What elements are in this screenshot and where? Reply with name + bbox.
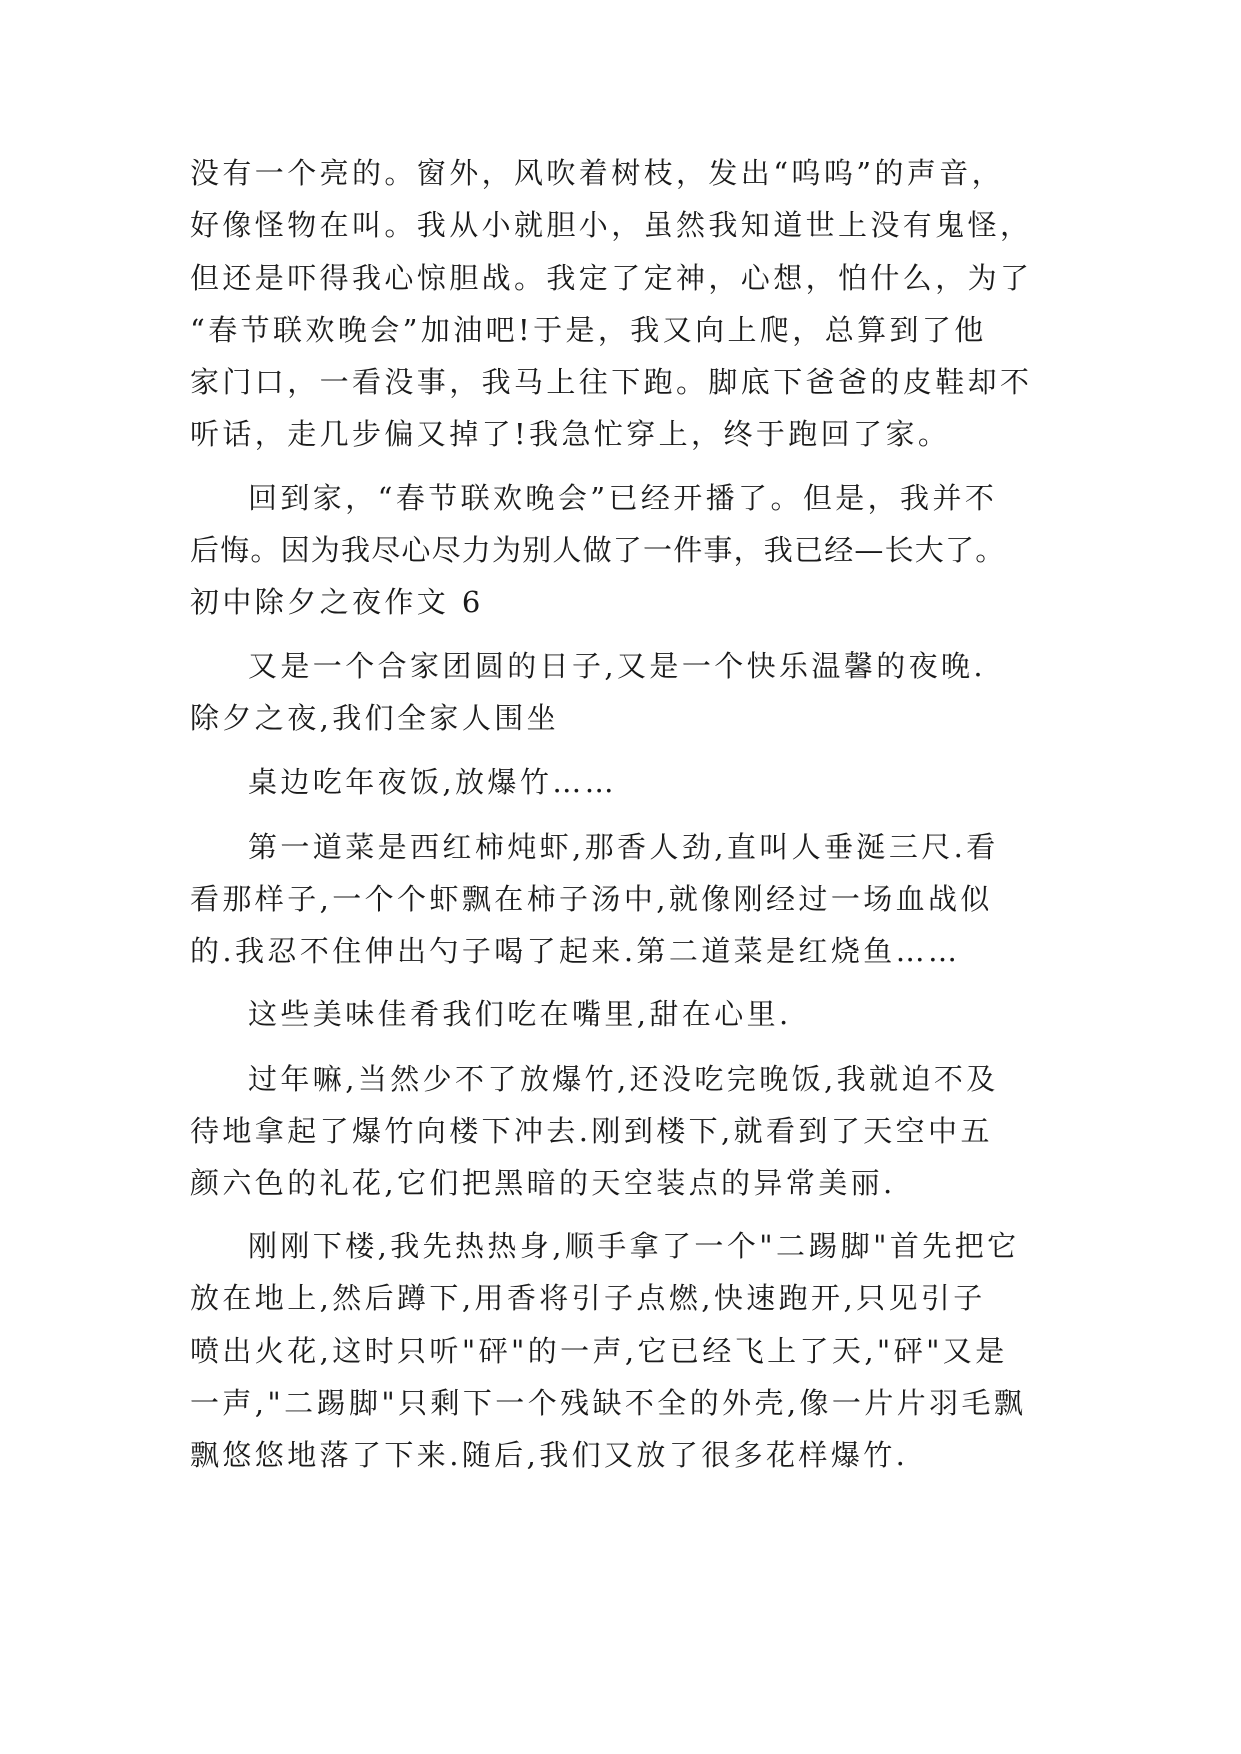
section-heading: 初中除夕之夜作文 6 [190,585,484,619]
text-line-15: 的.我忍不住伸出勺子喝了起来.第二道菜是红烧鱼…… [190,934,961,968]
text-line-22: 喷出火花,这时只听"砰"的一声,它已经飞上了天,"砰"又是 [190,1334,1008,1368]
text-line-24: 飘悠悠地落了下来.随后,我们又放了很多花样爆竹. [190,1438,909,1472]
text-line-17: 过年嘛,当然少不了放爆竹,还没吃完晚饭,我就迫不及 [248,1062,999,1096]
text-line-20: 刚刚下楼,我先热热身,顺手拿了一个"二踢脚"首先把它 [248,1229,1020,1263]
text-line-21: 放在地上,然后蹲下,用香将引子点燃,快速跑开,只见引子 [190,1281,986,1315]
text-line-5: 家门口，一看没事，我马上往下跑。脚底下爸爸的皮鞋却不 [190,365,1033,399]
text-line-18: 待地拿起了爆竹向楼下冲去.刚到楼下,就看到了天空中五 [190,1114,993,1148]
text-line-23: 一声,"二踢脚"只剩下一个残缺不全的外壳,像一片片羽毛飘 [190,1386,1027,1420]
text-line-2: 好像怪物在叫。我从小就胆小，虽然我知道世上没有鬼怪， [190,208,1033,242]
text-line-4: “春节联欢晚会”加油吧!于是，我又向上爬，总算到了他 [190,313,987,347]
text-line-3: 但还是吓得我心惊胆战。我定了定神，心想，怕什么，为了 [190,261,1033,295]
text-line-14: 看那样子,一个个虾飘在柿子汤中,就像刚经过一场血战似 [190,882,993,916]
text-line-7: 回到家，“春节联欢晚会”已经开播了。但是，我并不 [248,481,998,515]
text-line-12: 桌边吃年夜饭,放爆竹…… [248,765,618,799]
text-line-16: 这些美味佳肴我们吃在嘴里,甜在心里. [248,997,792,1031]
text-line-19: 颜六色的礼花,它们把黑暗的天空装点的异常美丽. [190,1166,896,1200]
text-line-13: 第一道菜是西红柿炖虾,那香人劲,直叫人垂涎三尺.看 [248,830,999,864]
text-line-10: 又是一个合家团圆的日子,又是一个快乐温馨的夜晚. [248,649,987,683]
text-line-8: 后悔。因为我尽心尽力为别人做了一件事，我已经—长大了。 [190,533,1006,567]
text-line-6: 听话，走几步偏又掉了!我急忙穿上，终于跑回了家。 [190,417,951,451]
text-line-11: 除夕之夜,我们全家人围坐 [190,701,560,735]
text-line-1: 没有一个亮的。窗外，风吹着树枝，发出“呜呜”的声音， [190,156,1005,190]
